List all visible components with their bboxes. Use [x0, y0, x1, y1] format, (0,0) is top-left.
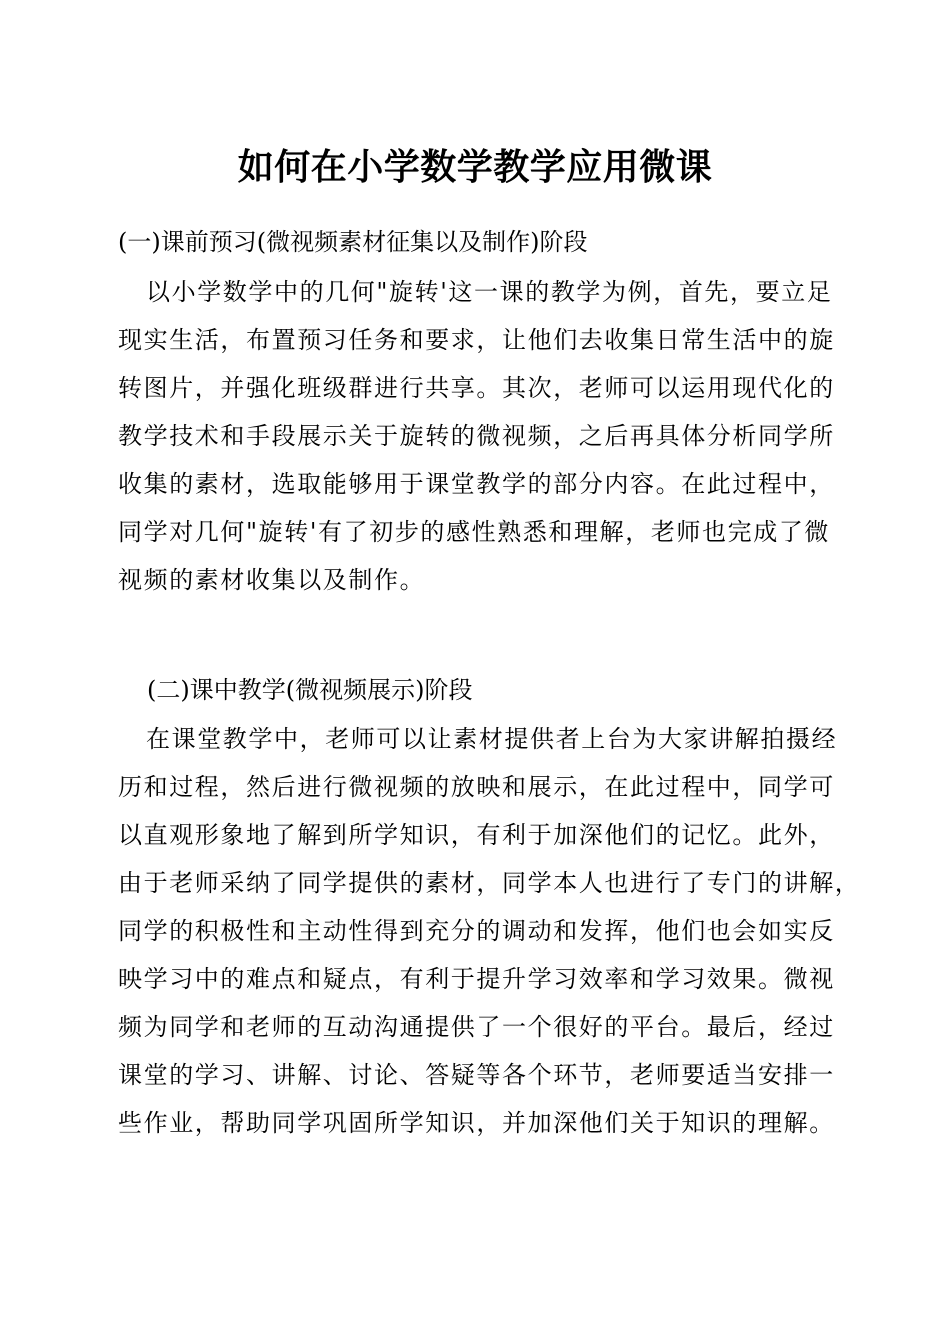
paragraph-line: 频为同学和老师的互动沟通提供了一个很好的平台。最后，经过	[118, 1013, 835, 1041]
document-title: 如何在小学数学教学应用微课	[237, 147, 713, 188]
paragraph-line: 课堂的学习、讲解、讨论、答疑等各个环节，老师要适当安排一	[118, 1061, 835, 1089]
paragraph-line: 同学对几何"旋转'有了初步的感性熟悉和理解，老师也完成了微	[118, 518, 831, 546]
paragraph-line: 视频的素材收集以及制作。	[118, 566, 426, 594]
section-paragraph-1	[118, 268, 838, 604]
section-heading-1: (一)课前预习(微视频素材征集以及制作)阶段	[118, 228, 588, 256]
paragraph-line: 由于老师采纳了同学提供的素材，同学本人也进行了专门的讲解，	[118, 869, 861, 897]
paragraph-line: 映学习中的难点和疑点，有利于提升学习效率和学习效果。微视	[118, 965, 835, 993]
paragraph-line: 教学技术和手段展示关于旋转的微视频，之后再具体分析同学所	[118, 422, 835, 450]
paragraph-line: 转图片，并强化班级群进行共享。其次，老师可以运用现代化的	[118, 374, 835, 402]
paragraph-line: 以直观形象地了解到所学知识，有利于加深他们的记忆。此外，	[118, 821, 835, 849]
section-paragraph-2	[118, 715, 861, 1147]
section-heading-2: (二)课中教学(微视频展示)阶段	[147, 676, 473, 704]
paragraph-line: 以小学数学中的几何"旋转'这一课的教学为例，首先，要立足	[146, 278, 833, 306]
paragraph-line: 些作业，帮助同学巩固所学知识，并加深他们关于知识的理解。	[118, 1109, 835, 1137]
paragraph-line: 收集的素材，选取能够用于课堂教学的部分内容。在此过程中，	[118, 470, 835, 498]
paragraph-line: 现实生活，布置预习任务和要求，让他们去收集日常生活中的旋	[118, 326, 835, 354]
paragraph-line: 在课堂教学中，老师可以让素材提供者上台为大家讲解拍摄经	[146, 725, 838, 753]
paragraph-line: 历和过程，然后进行微视频的放映和展示，在此过程中，同学可	[118, 773, 835, 801]
paragraph-line: 同学的积极性和主动性得到充分的调动和发挥，他们也会如实反	[118, 917, 835, 945]
